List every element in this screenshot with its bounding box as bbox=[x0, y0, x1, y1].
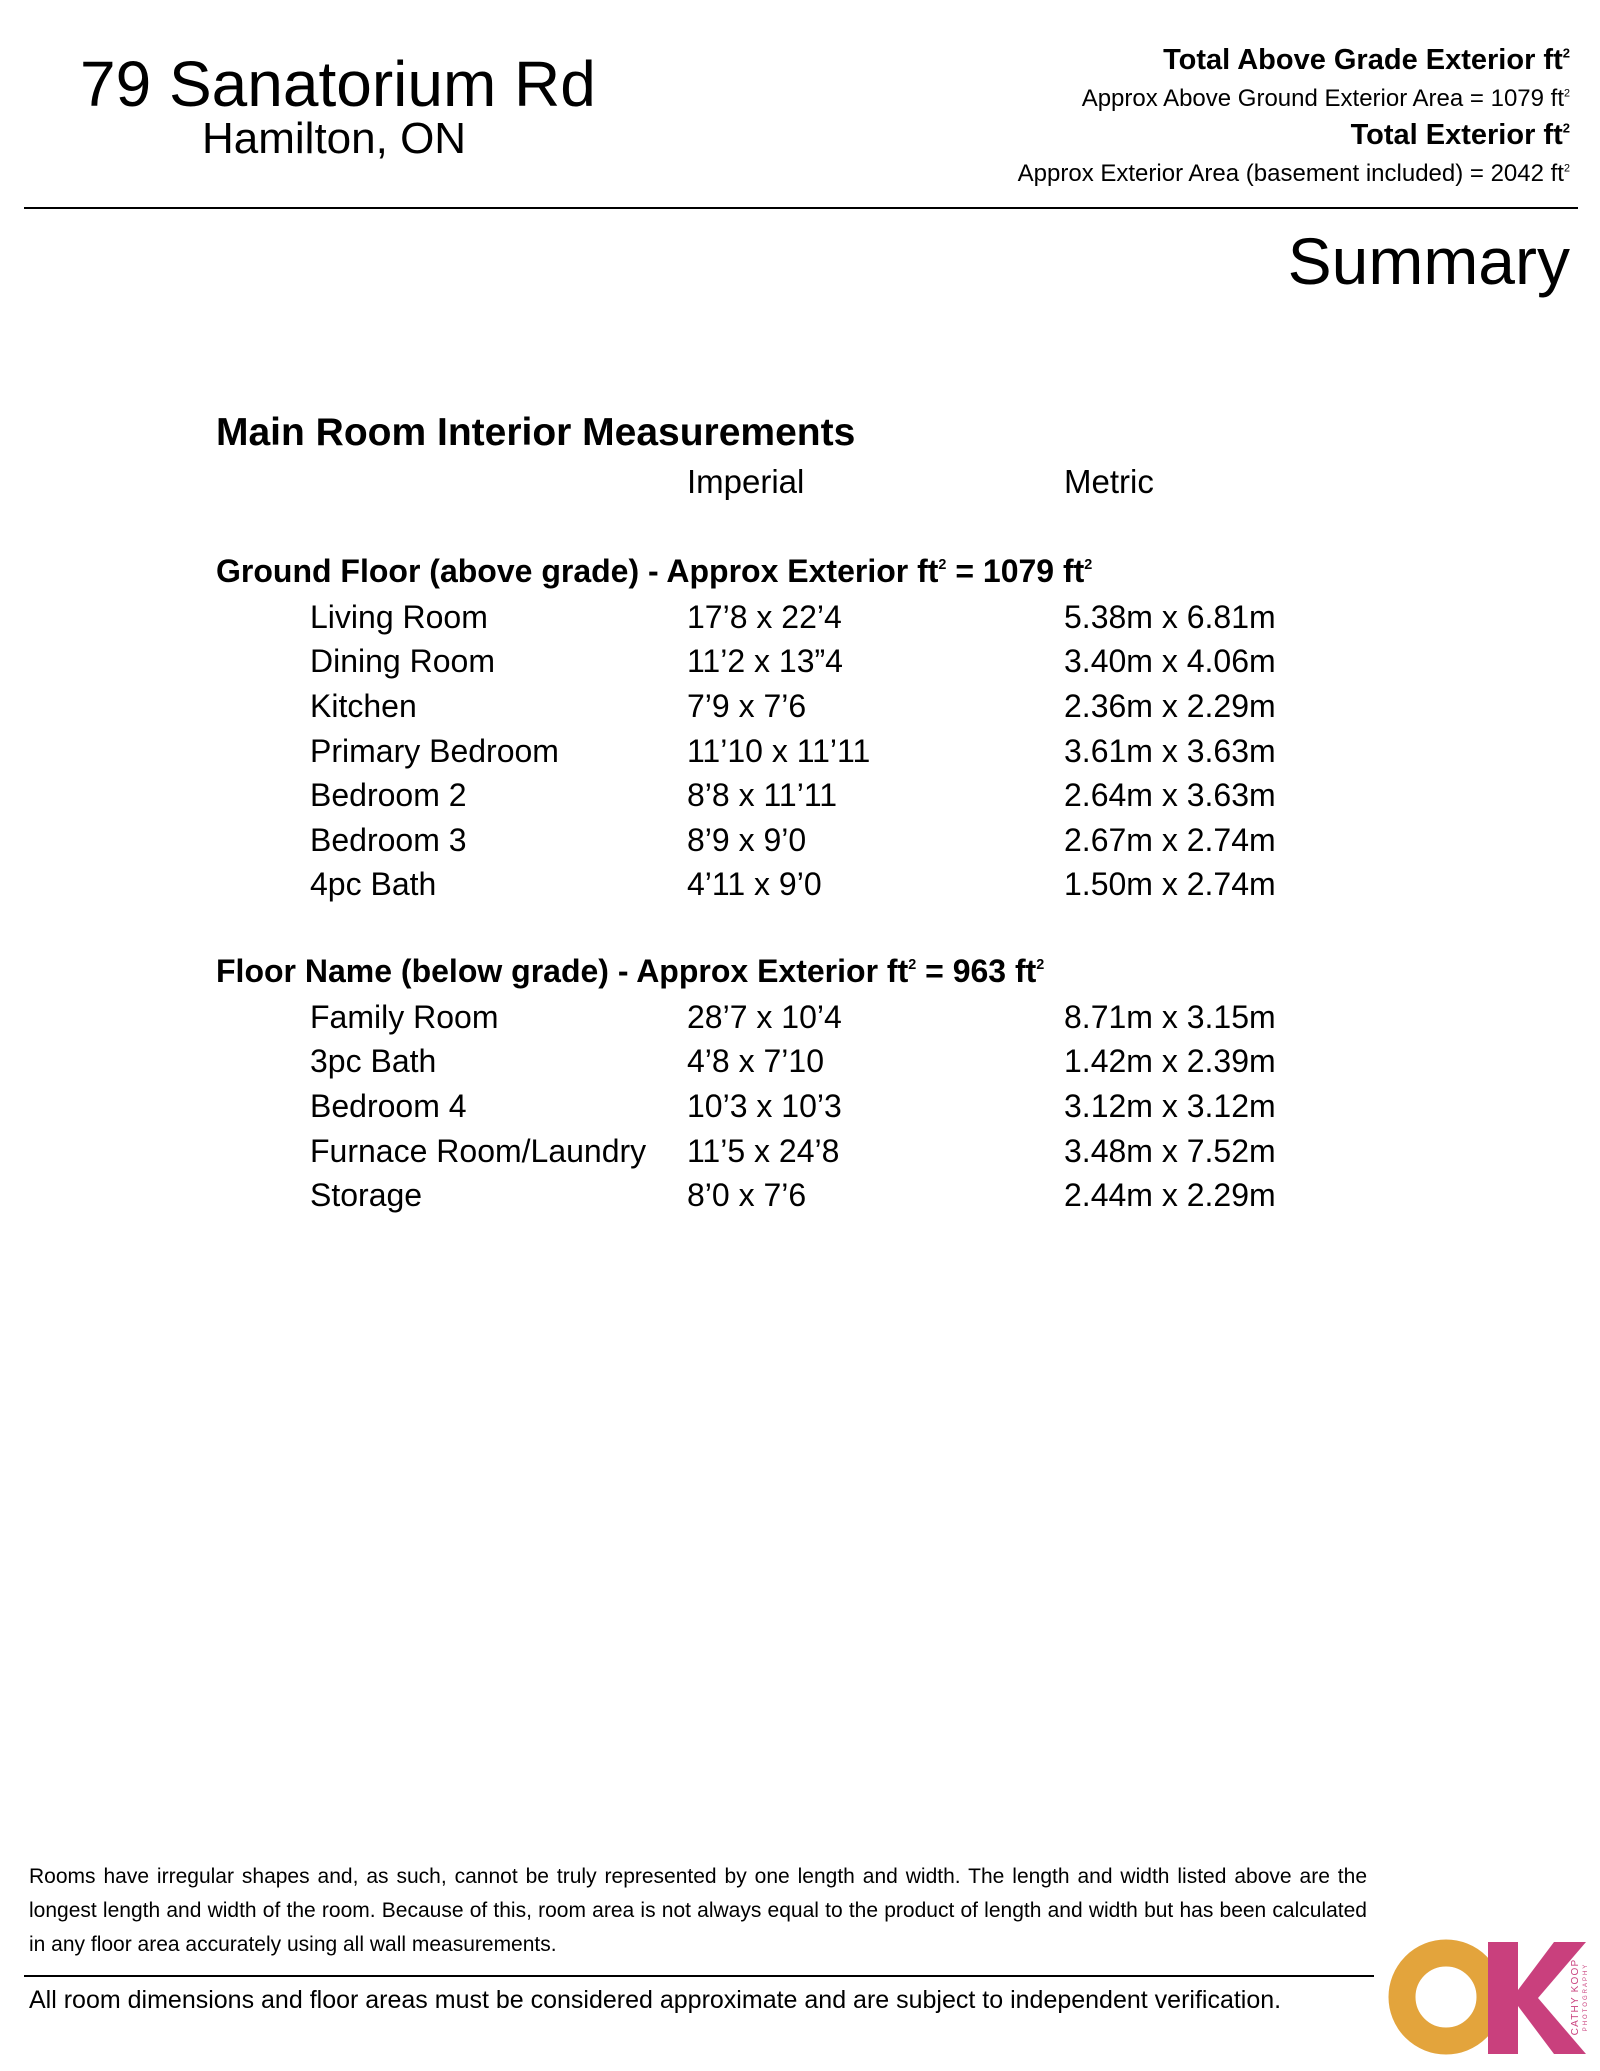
measurements-heading: Main Room Interior Measurements bbox=[216, 411, 856, 454]
column-header-imperial: Imperial bbox=[687, 463, 805, 500]
room-metric: 5.38m x 6.81m bbox=[1064, 598, 1276, 635]
below-grade-rooms bbox=[310, 995, 1410, 1218]
room-name: Kitchen bbox=[310, 687, 417, 724]
approximate-note: All room dimensions and floor areas must be considered approximate and are subject to independent verification. bbox=[29, 1986, 1282, 2014]
room-row bbox=[310, 1040, 1410, 1085]
address-line-2: Hamilton, ON bbox=[202, 114, 467, 163]
room-metric: 2.67m x 2.74m bbox=[1064, 821, 1276, 858]
room-imperial: 7’9 x 7’6 bbox=[687, 687, 807, 724]
room-imperial: 4’8 x 7’10 bbox=[687, 1043, 824, 1080]
room-metric: 3.61m x 3.63m bbox=[1064, 732, 1276, 769]
disclaimer-text: Rooms have irregular shapes and, as such, cannot be truly represented by one length and width. The length and width listed above are the longest length and width of the room. Because of this, room area is not always equal to the product of length and width but has been calculated in any floor area accurately using all wall measurements. bbox=[29, 1865, 1367, 1956]
room-row bbox=[310, 1129, 1410, 1174]
room-row bbox=[310, 1173, 1410, 1218]
above-grade-title: Total Above Grade Exterior $ft^2$ bbox=[1163, 44, 1570, 76]
room-row bbox=[310, 1084, 1410, 1129]
room-name: Storage bbox=[310, 1177, 423, 1214]
room-row bbox=[310, 818, 1410, 863]
room-row bbox=[310, 995, 1410, 1040]
room-imperial: 8’9 x 9’0 bbox=[687, 821, 807, 858]
room-metric: 1.42m x 2.39m bbox=[1064, 1043, 1276, 1080]
room-metric: 2.44m x 2.29m bbox=[1064, 1177, 1276, 1214]
logo-subtext: PHOTOGRAPHY bbox=[1583, 1962, 1589, 2032]
room-name: Family Room bbox=[310, 998, 499, 1035]
room-metric: 2.64m x 3.63m bbox=[1064, 777, 1276, 814]
room-name: Living Room bbox=[310, 598, 488, 635]
above-grade-value: Approx Above Ground Exterior Area = 1079 $ft^2$ bbox=[1081, 85, 1570, 112]
room-name: Primary Bedroom bbox=[310, 732, 559, 769]
header-divider bbox=[24, 207, 1578, 209]
room-name: Furnace Room/Laundry bbox=[310, 1132, 647, 1169]
room-metric: 8.71m x 3.15m bbox=[1064, 998, 1276, 1035]
room-name: Dining Room bbox=[310, 643, 495, 680]
section-title-ground-floor: Ground Floor (above grade) - Approx Exterior $ft^2 = 1079$ $ft^2$ bbox=[216, 553, 1093, 589]
room-imperial: 8’0 x 7’6 bbox=[687, 1177, 807, 1214]
room-metric: 2.36m x 2.29m bbox=[1064, 687, 1276, 724]
room-name: 3pc Bath bbox=[310, 1043, 437, 1080]
room-row bbox=[310, 640, 1410, 685]
room-name: 4pc Bath bbox=[310, 866, 437, 903]
room-row bbox=[310, 595, 1410, 640]
cathy-koop-logo bbox=[1388, 1936, 1588, 2058]
page-title: Summary bbox=[1287, 224, 1570, 298]
room-imperial: 10’3 x 10’3 bbox=[687, 1087, 842, 1124]
room-row bbox=[310, 863, 1410, 908]
room-imperial: 28’7 x 10’4 bbox=[687, 998, 842, 1035]
room-name: Bedroom 3 bbox=[310, 821, 467, 858]
room-imperial: 4’11 x 9’0 bbox=[687, 866, 822, 903]
room-name: Bedroom 4 bbox=[310, 1087, 467, 1124]
room-metric: 3.12m x 3.12m bbox=[1064, 1087, 1276, 1124]
room-metric: 3.40m x 4.06m bbox=[1064, 643, 1276, 680]
footer-divider bbox=[24, 1975, 1374, 1977]
room-imperial: 8’8 x 11’11 bbox=[687, 777, 838, 814]
room-metric: 1.50m x 2.74m bbox=[1064, 866, 1276, 903]
column-header-metric: Metric bbox=[1064, 463, 1154, 500]
room-row bbox=[310, 773, 1410, 818]
logo-text: CATHY KOOP bbox=[1570, 1958, 1581, 2036]
room-imperial: 11’10 x 11’11 bbox=[687, 732, 871, 769]
room-imperial: 11’2 x 13”4 bbox=[687, 643, 843, 680]
room-row bbox=[310, 729, 1410, 774]
room-imperial: 17’8 x 22’4 bbox=[687, 598, 842, 635]
address-line-1: 79 Sanatorium Rd bbox=[80, 48, 596, 120]
room-imperial: 11’5 x 24’8 bbox=[687, 1132, 840, 1169]
room-name: Bedroom 2 bbox=[310, 777, 467, 814]
total-exterior-value: Approx Exterior Area (basement included) = 2042 $ft^2$ bbox=[1017, 160, 1570, 187]
room-metric: 3.48m x 7.52m bbox=[1064, 1132, 1276, 1169]
total-exterior-title: Total Exterior $ft^2$ bbox=[1350, 119, 1570, 151]
room-row bbox=[310, 684, 1410, 729]
section-title-below-grade: Floor Name (below grade) - Approx Exterior $ft^2 = 963$ $ft^2$ bbox=[216, 953, 1045, 989]
logo-o-ring bbox=[1402, 1953, 1490, 2041]
ground-floor-rooms bbox=[310, 595, 1410, 907]
